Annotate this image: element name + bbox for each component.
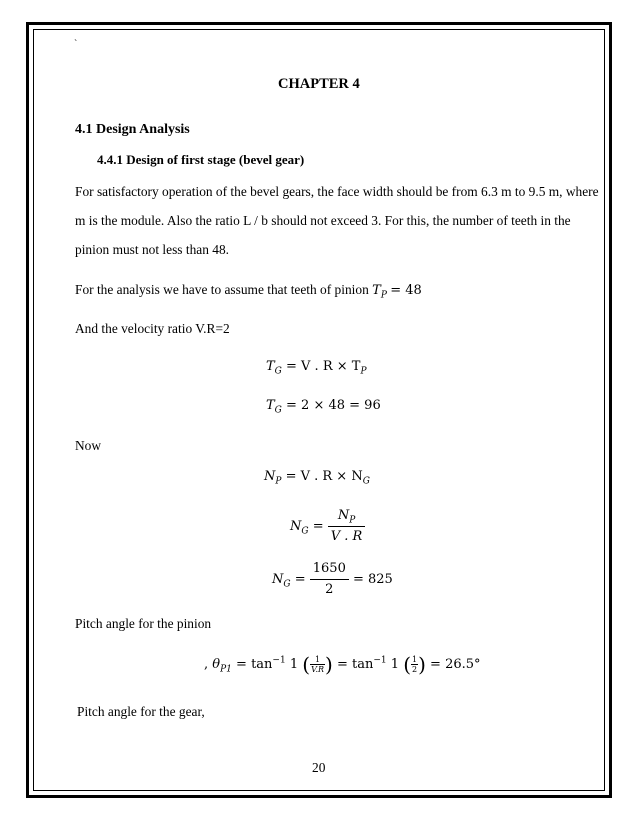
paragraph-line-2: m is the module. Also the ratio L / b should not exceed 3. For this, the number of teeth in the <box>75 213 571 228</box>
tg-formula-rhs: = V . R × T <box>286 359 361 374</box>
tg-value: $T_G = 2 \times 48 = 96$ <box>266 398 381 416</box>
velocity-ratio-line: And the velocity ratio V.R=2 <box>75 321 230 336</box>
theta-one-1: 1 <box>289 657 299 672</box>
ng-ratio-numerator: N <box>337 508 350 523</box>
ng-value-fraction <box>310 560 349 599</box>
chapter-title: CHAPTER 4 <box>278 76 360 92</box>
ng-value-result: = 825 <box>352 572 393 587</box>
np-formula: $N_P = V$ . $R \times N_G$ <box>264 469 370 487</box>
pitch-pinion-label: Pitch angle for the pinion <box>75 616 212 631</box>
page-number: 20 <box>312 760 326 775</box>
tp-symbol: $T_P$ <box>372 283 387 301</box>
np-formula-rhs: = V . R × N <box>285 469 363 484</box>
theta-fraction-1: $\frac{1}{V.R}$ <box>311 655 325 674</box>
assume-line <box>75 282 422 299</box>
stray-mark: ` <box>74 39 78 50</box>
now-label: Now <box>75 438 102 453</box>
paragraph-line-3: pinion must not less than 48. <box>75 242 229 257</box>
ng-value: $N_G$ = $\frac{1650}{2}$ = 825 <box>272 561 393 597</box>
ng-value-numerator: 1650 <box>310 560 349 580</box>
theta-equation: , $\theta_{P1} = \tan^{-1} 1$ ( $\frac{1}{V.R}$ ) = $\tan^{-1} 1$ ( $\frac{1}{2}$ ) = 26.5° <box>204 652 481 677</box>
paragraph-line-1: For satisfactory operation of the bevel gears, the face width should be from 6.3 m to 9.5 m, where <box>75 184 599 199</box>
theta-result: = 26.5° <box>430 657 481 672</box>
pitch-gear-label: Pitch angle for the gear, <box>77 704 205 719</box>
ng-value-denominator: 2 <box>325 582 334 597</box>
section-heading: 4.1 Design Analysis <box>75 122 190 137</box>
theta-fraction-2: $\frac{1}{2}$ <box>412 655 418 674</box>
theta-exponent-1: −1 <box>272 655 286 666</box>
ng-ratio: $N_G$ = $\frac{N_P}{V . R}$ <box>290 507 365 546</box>
ng-ratio-fraction: $\frac{N_P}{V . R}$ <box>328 507 366 546</box>
subsection-heading: 4.4.1 Design of first stage (bevel gear) <box>97 152 305 167</box>
tg-value-rhs: = 2 × 48 = 96 <box>286 398 381 413</box>
ng-ratio-denominator: V . R <box>330 529 363 544</box>
tg-formula: $T_G = V$ . $R \times T_P$ <box>266 359 367 377</box>
assume-value: = 48 <box>390 283 422 298</box>
assume-text: For the analysis we have to assume that teeth of pinion <box>75 282 369 297</box>
theta-tan-1: = tan <box>236 657 273 672</box>
theta-prefix: , <box>204 657 209 672</box>
